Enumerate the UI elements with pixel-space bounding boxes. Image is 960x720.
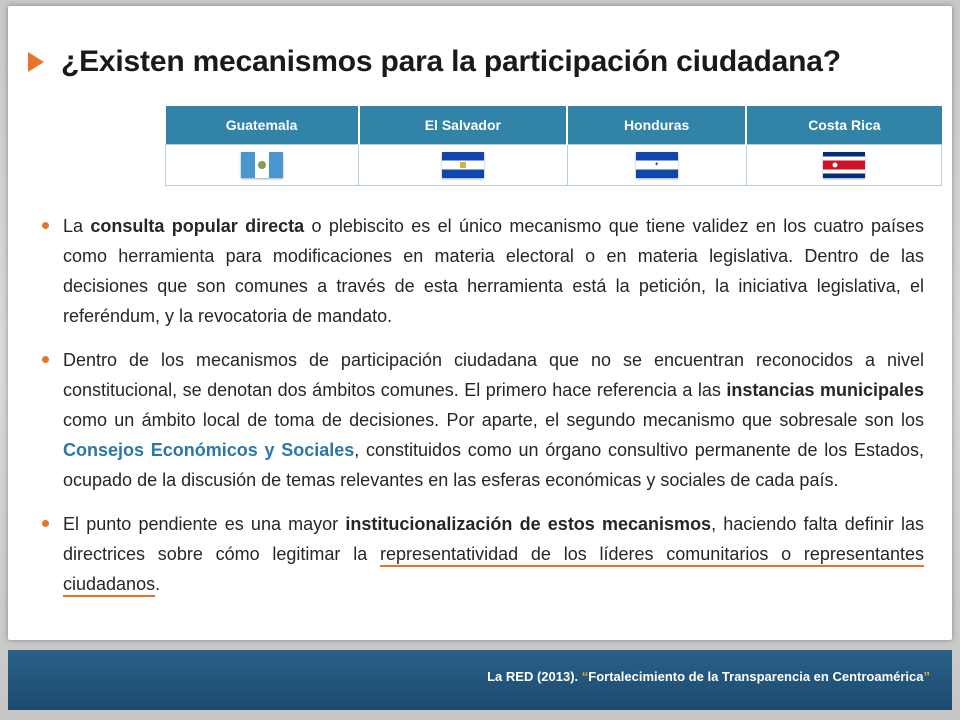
title-row [28,42,841,82]
bullet-list [40,211,924,613]
highlight-consulta-popular: consulta popular directa [90,216,305,236]
page-title: ¿Existen mecanismos para la participación ciudadana? [61,45,841,78]
bullet-icon [42,356,49,363]
costa-rica-flag-icon [823,152,865,178]
guatemala-flag-icon [241,152,283,178]
table-cell [359,145,567,186]
highlight-institucionalizacion: institucionalización de estos mecanismos [345,514,712,534]
table-header-row [166,106,942,145]
column-header-costa-rica: Costa Rica [746,106,941,145]
table-cell [746,145,941,186]
table-cell [567,145,746,186]
footer-bar [8,650,952,710]
bullet-icon [42,222,49,229]
countries-table [165,106,942,186]
column-header-guatemala: Guatemala [166,106,359,145]
highlight-consejos-economicos: Consejos Económicos y Sociales [63,440,355,460]
footer-source-title: Fortalecimiento de la Transparencia en Centroamérica [588,669,924,684]
play-arrow-icon [28,52,44,72]
bullet-icon [42,520,49,527]
table-cell [166,145,359,186]
highlight-instancias-municipales: instancias municipales [726,380,925,400]
bullet-paragraph-2: Dentro de los mecanismos de participación ciudadana que no se encuentran reconocidos a nivel constitucional, se denotan dos ámbitos comunes. El primero hace referencia a las instancias municipales como un ámbito local de toma de decisiones. Por aparte, el segundo mecanismo que sobresale son los Consejos Económicos y Sociales, constituidos como un órgano consultivo permanente de los Estados, ocupado de la discusión de temas relevantes en las esferas económicas y sociales de cada país. [40,345,924,495]
el-salvador-flag-icon [442,152,484,178]
footer-citation: La RED (2013). “Fortalecimiento de la Transparencia en Centroamérica” [487,669,930,684]
table-row [166,145,942,186]
honduras-flag-icon: ✦ [636,152,678,178]
bullet-paragraph-1: La consulta popular directa o plebiscito es el único mecanismo que tiene validez en los cuatro países como herramienta para modificaciones en materia electoral o en materia legislativa. Dentro de las decisiones que son comunes a través de esta herramienta está la petición, la iniciativa legislativa, el referéndum, y la revocatoria de mandato. [40,211,924,331]
column-header-el-salvador: El Salvador [359,106,567,145]
column-header-honduras: Honduras [567,106,746,145]
underlined-representatividad: representatividad de los líderes comunitarios o representantes ciudadanos [63,544,924,594]
bullet-paragraph-3: El punto pendiente es una mayor institucionalización de estos mecanismos, haciendo falta definir las directrices sobre cómo legitimar la representatividad de los líderes comunitarios o representantes ciudadanos. [40,509,924,599]
